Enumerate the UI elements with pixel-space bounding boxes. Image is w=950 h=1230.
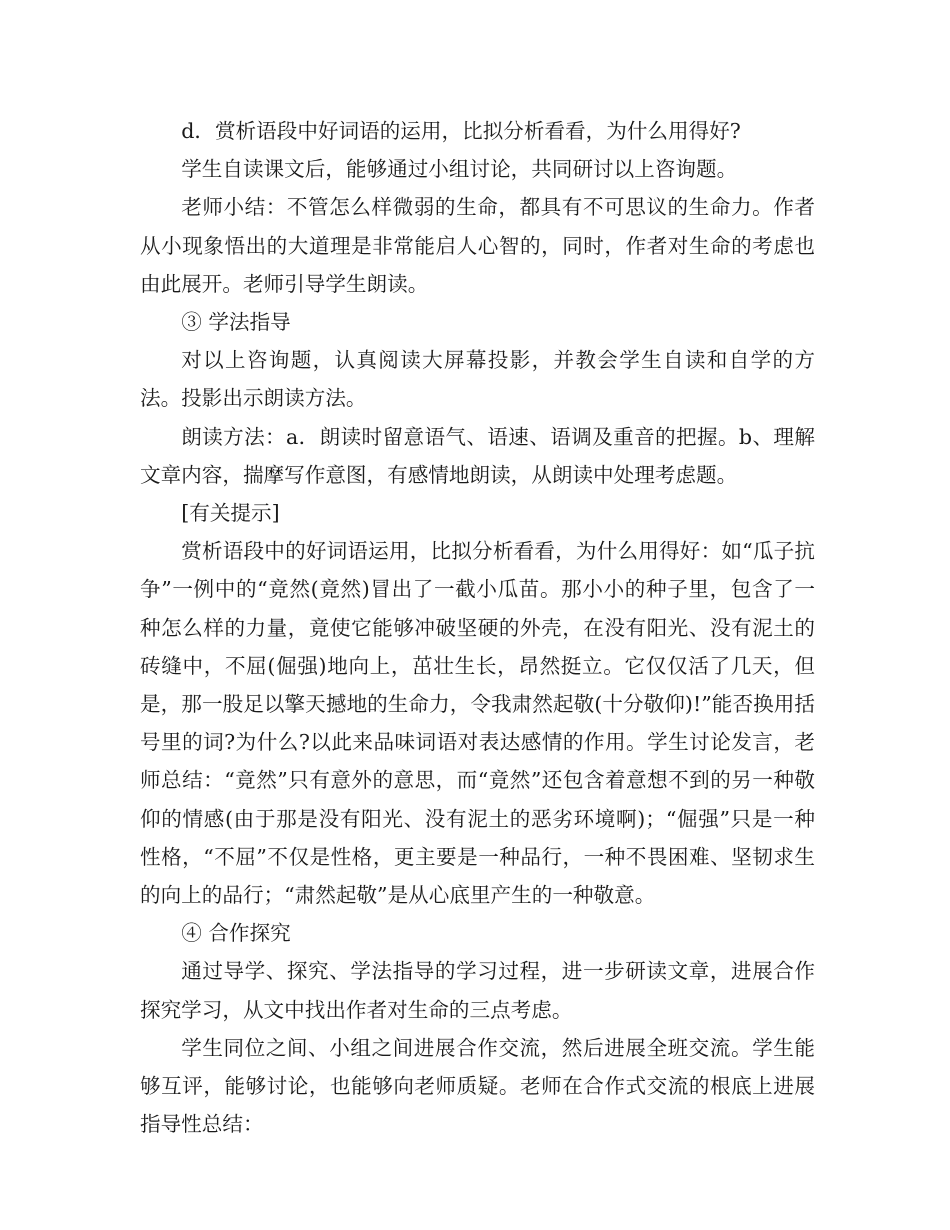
paragraph-class-exchange: 学生同位之间、小组之间进展合作交流，然后进展全班交流。学生能够互评，能够讨论，也能够向老师质疑。老师在合作式交流的根底上进展指导性总结： — [140, 1035, 815, 1137]
paragraph-inquiry-process: 通过导学、探究、学法指导的学习过程，进一步研读文章，进展合作探究学习，从文中找出作者对生命的三点考虑。 — [140, 959, 815, 1022]
section-heading-cooperative-inquiry: ④ 合作探究 — [181, 921, 291, 946]
section-heading-study-method: ③ 学法指导 — [181, 310, 291, 335]
paragraph-teacher-summary: 老师小结：不管怎么样微弱的生命，都具有不可思议的生命力。作者从小现象悟出的大道理是非常能启人心智的，同时，作者对生命的考虑也由此展开。老师引导学生朗读。 — [140, 195, 815, 296]
paragraph-reading-method: 朗读方法：a．朗读时留意语气、语速、语调及重音的把握。b、理解文章内容，揣摩写作意图，有感情地朗读，从朗读中处理考虑题。 — [140, 424, 815, 487]
paragraph-self-reading: 学生自读课文后，能够通过小组讨论，共同研讨以上咨询题。 — [181, 157, 738, 182]
paragraph-projection-reading: 对以上咨询题，认真阅读大屏幕投影，并教会学生自读和自学的方法。投影出示朗读方法。 — [140, 348, 815, 411]
document-body — [140, 112, 815, 1143]
paragraph-word-appreciation-example: 赏析语段中的好词语运用，比拟分析看看，为什么用得好：如“瓜子抗争”一例中的“竟然(竟然)冒出了一截小瓜苗。那小小的种子里，包含了一种怎么样的力量，竟使它能够冲破坚硬的外壳，在没有阳光、没有泥土的砖缝中，不屈(倔强)地向上，茁壮生长，昂然挺立。它仅仅活了几天，但是，那一股足以擎天撼地的生命力，令我肃然起敬(十分敬仰)!”能否换用括号里的词?为什么?以此来品味词语对表达感情的作用。学生讨论发言，老师总结：“竟然”只有意外的意思，而“竟然”还包含着意想不到的另一种敬仰的情感(由于那是没有阳光、没有泥土的恶劣环境啊)；“倔强”只是一种性格，“不屈”不仅是性格，更主要是一种品行，一种不畏困难、坚韧求生的向上的品行；“肃然起敬”是从心底里产生的一种敬意。 — [140, 539, 815, 908]
section-heading-related-tips: [有关提示] — [181, 501, 280, 526]
paragraph-appreciate-words: d．赏析语段中好词语的运用，比拟分析看看，为什么用得好? — [181, 119, 741, 143]
